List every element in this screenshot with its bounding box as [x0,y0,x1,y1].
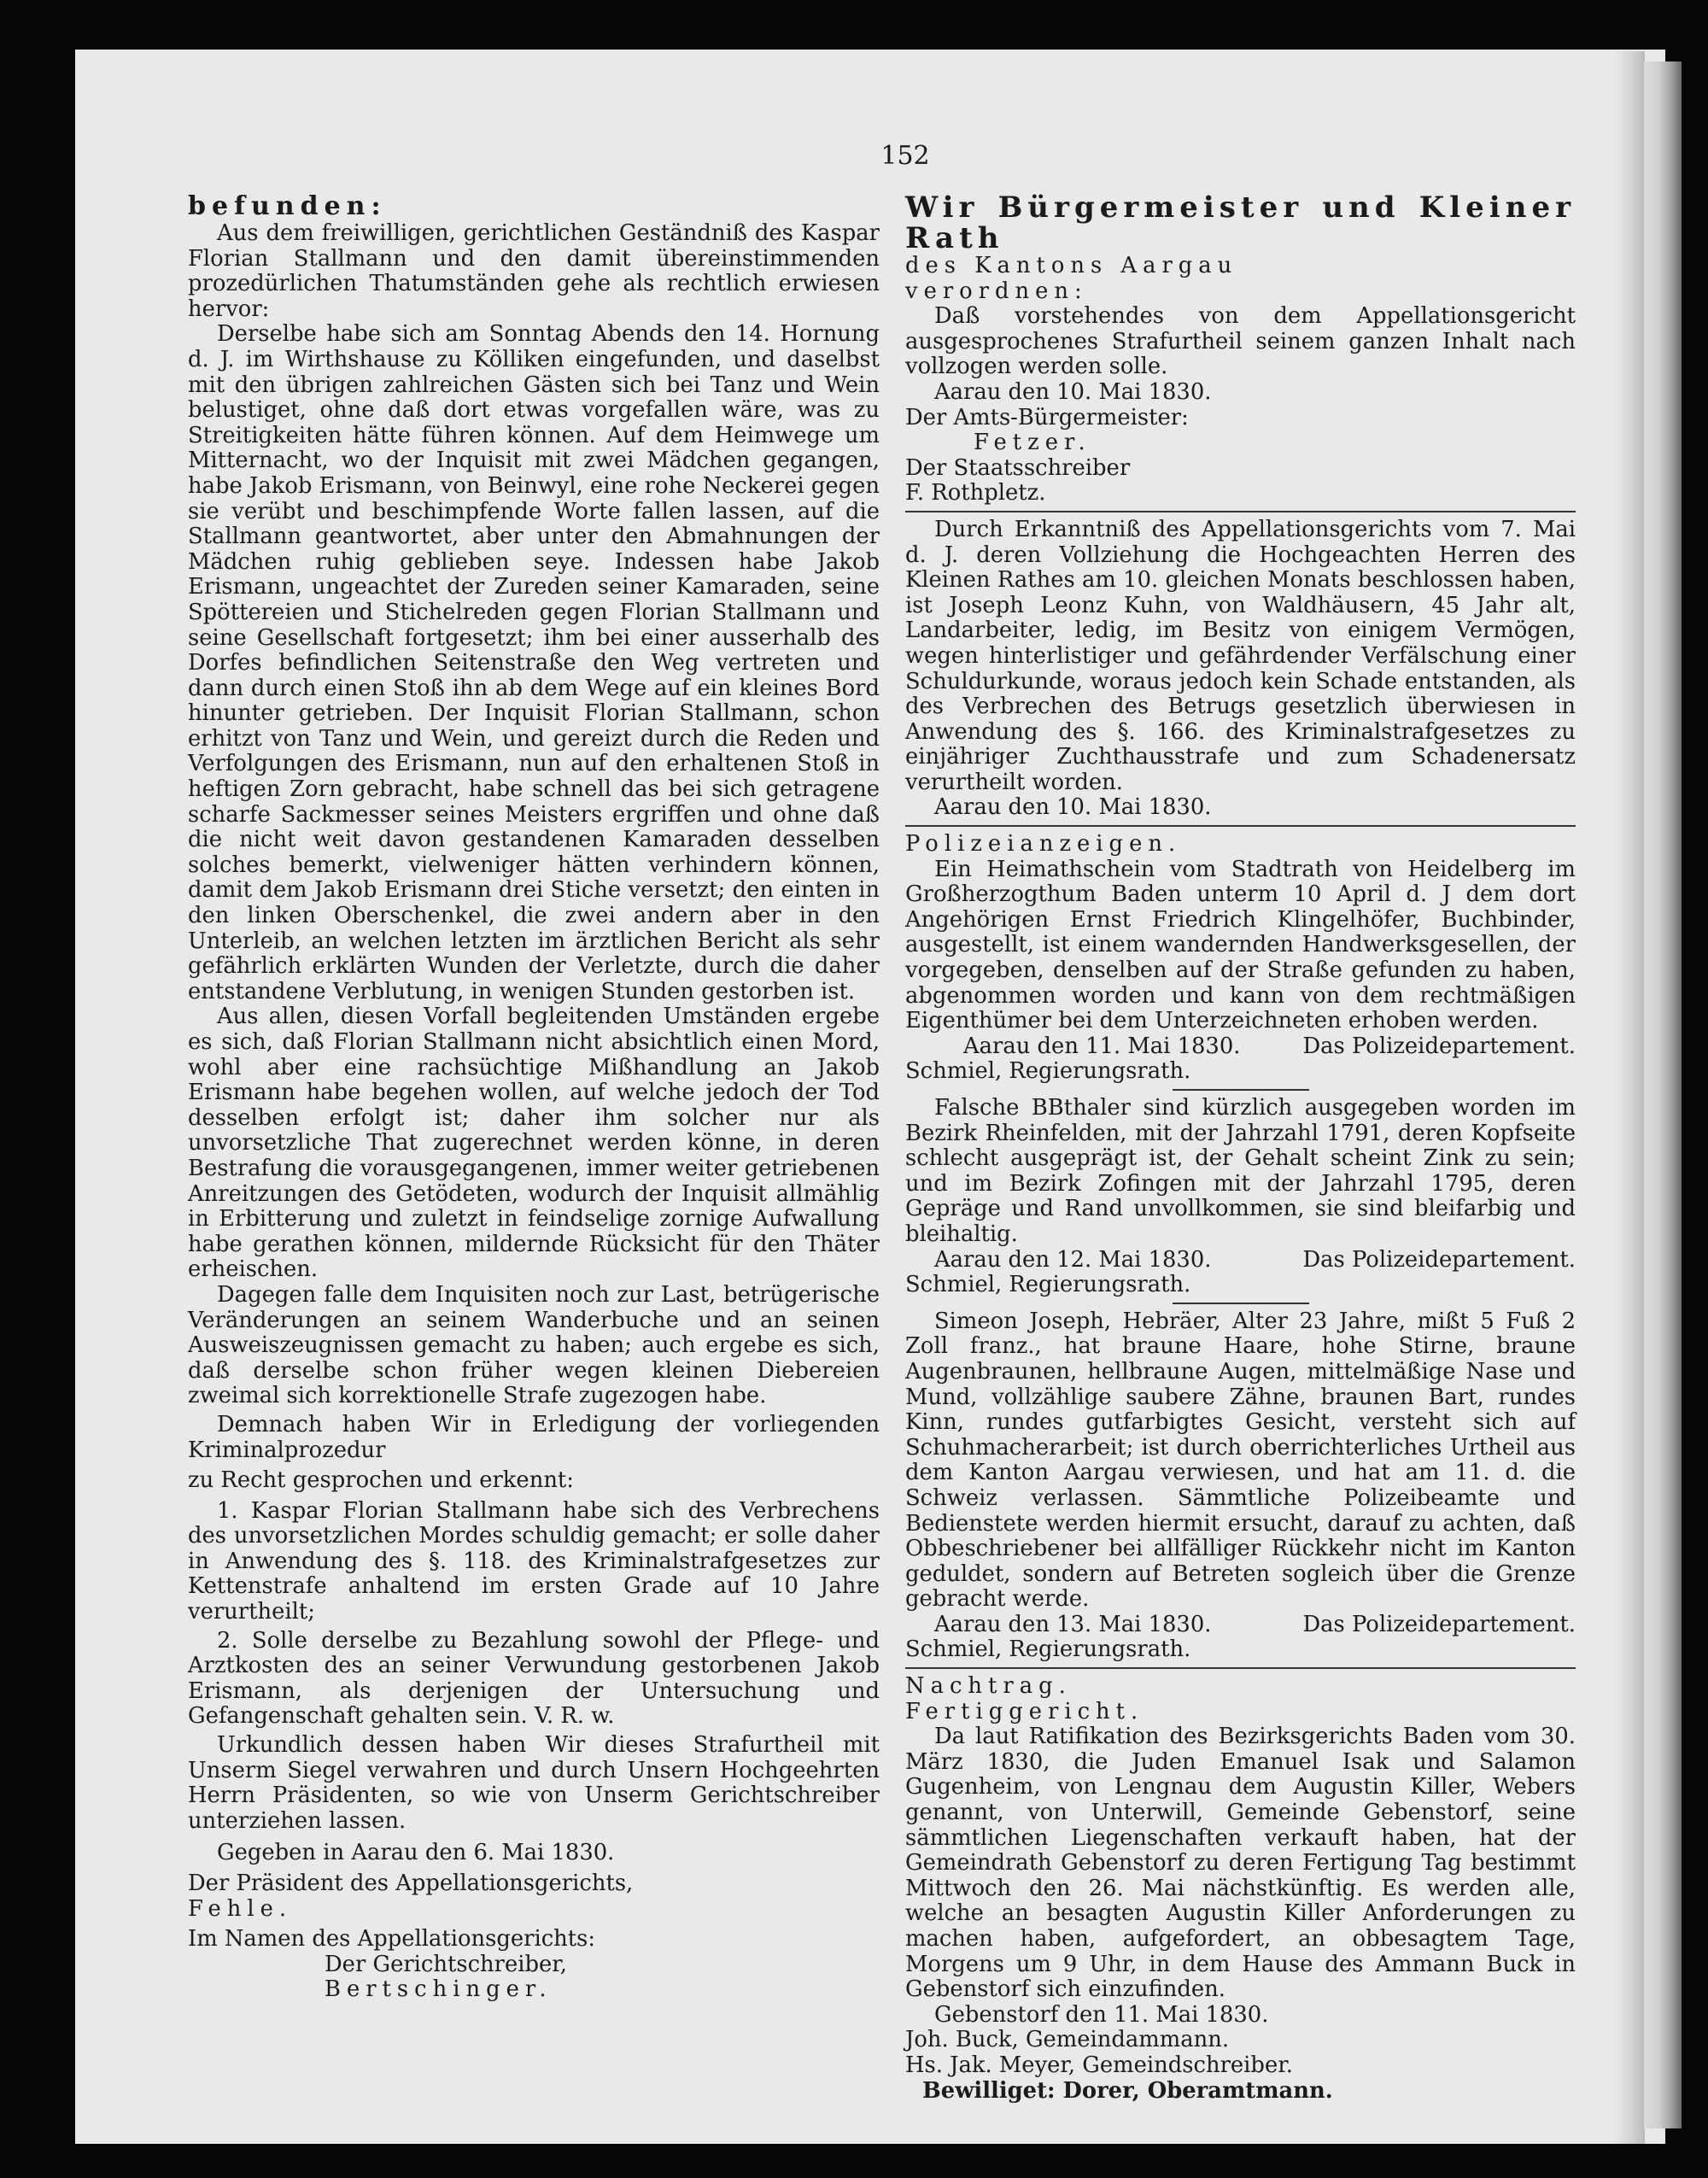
right-signature-5: Joh. Buck, Gemeindammann. [905,2027,1230,2053]
page-gutter-shadow [1614,51,1645,2144]
left-signature-2: Fehle. [188,1895,293,1922]
divider [905,1667,1576,1669]
right-date-2: Aarau den 10. Mai 1830. [934,794,1212,821]
right-paragraph-3: Ein Heimathschein vom Stadtrath von Heidelberg im Großherzogthum Baden unterm 10 April d. J dem dort Angehörigen Ernst Friedrich Klingelhöfer, Buchbinder, ausgestellt, ist einem wandernden Handwerksgesellen, der vorgegeben, denselben auf der Straße gefunden zu haben, abgenommen worden und kann von dem rechtmäßigen Eigenthümer bei dem Unterzeichneten erhoben werden. [905,856,1576,1034]
official-3: Schmiel, Regierungsrath. [905,1636,1191,1663]
left-signature-4: Der Gerichtschreiber, [325,1951,567,1977]
notice-footer-1 [905,1034,1576,1060]
right-signature-1: Der Amts-Bürgermeister: [905,404,1189,430]
police-department-3: Das Polizeidepartement. [1302,1611,1576,1637]
left-signature-5: Bertschinger. [325,1976,553,2003]
verdict-item-1: 1. Kaspar Florian Stallmann habe sich des Verbrechens des unvorsetzlichen Mordes schuldig gemacht; er solle daher in Anwendung des §. 118. des Kriminalstrafgesetzes zur Kettenstrafe anhaltend im ersten Grade auf 10 Jahre verurtheilt; [188,1497,880,1625]
left-paragraph-6: Urkundlich dessen haben Wir dieses Strafurtheil mit Unserm Siegel verwahren und durch Unsern Hochgeehrten Herrn Präsidenten, so wie von Unserm Gerichtschreiber unterziehen lassen. [188,1732,880,1834]
left-paragraph-1: Aus dem freiwilligen, gerichtlichen Geständniß des Kaspar Florian Stallmann und den damit übereinstimmenden prozedürlichen Thatumständen gehe als rechtlich erwiesen hervor: [188,220,880,322]
right-paragraph-5: Simeon Joseph, Hebräer, Alter 23 Jahre, mißt 5 Fuß 2 Zoll franz., hat braune Haare, hohe Stirne, braune Augenbraunen, hellbraune Augen, mittelmäßige Nase und Mund, vollzählige saubere Zähne, braunen Bart, rundes Kinn, rundes gutfarbigtes Gesicht, versteht sich auf Schuhmacherarbeit; ist durch oberrichterliches Urtheil aus dem Kanton Aargau verwiesen, und hat am 11. d. die Schweiz verlassen. Sämmtliche Polizeibeamte und Bedienstete werden hiermit ersucht, darauf zu achten, daß Obbeschriebener bei allfälliger Rückkehr nicht im Kanton geduldet, sondern auf Betreten sogleich über die Grenze gebracht werde. [905,1308,1576,1613]
police-notices-heading: Polizeianzeigen. [905,831,1182,858]
page-number: 152 [880,141,930,171]
right-signature-3: Der Staatsschreiber [905,454,1131,481]
official-2: Schmiel, Regierungsrath. [905,1272,1191,1298]
left-signature-1: Der Präsident des Appellationsgerichts, [188,1871,634,1896]
right-date-5: Aarau den 13. Mai 1830. [934,1611,1212,1637]
right-signature-2: Fetzer. [974,430,1091,456]
divider [905,511,1576,512]
decree-subtitle: des Kantons Aargau [905,253,1238,278]
decree-verb: verordnen: [905,278,1088,304]
addendum-heading: Nachtrag. [905,1673,1072,1700]
right-date-6: Gebenstorf den 11. Mai 1830. [934,2001,1269,2028]
right-paragraph-1: Daß vorstehendes von dem Appellationsgericht ausgesprochenes Strafurtheil seinem ganzen Inhalt nach vollzogen werden solle. [905,303,1576,380]
police-department-1: Das Polizeidepartement. [1302,1033,1576,1059]
right-signature-4: F. Rothpletz. [905,480,1046,506]
left-column [188,192,880,2003]
left-paragraph-2: Derselbe habe sich am Sonntag Abends den 14. Hornung d. J. im Wirthshause zu Kölliken eingefunden, und daselbst mit den übrigen zahlreichen Gästen sich bei Tanz und Wein belustiget, ohne daß dort etwas vorgefallen wäre, was zu Streitigkeiten hätte führen können. Auf dem Heimwege um Mitternacht, wo der Inquisit mit zwei Mädchen gegangen, habe Jakob Erismann, von Beinwyl, eine rohe Neckerei gegen sie verübt und beschimpfende Worte fallen lassen, auf die Stallmann geantwortet, aber unter den Abmahnungen der Mädchen ruhig geblieben seye. Indessen habe Jakob Erismann, ungeachtet der Zureden seiner Kamaraden, seine Spöttereien und Stichelreden gegen Florian Stallmann und seine Gesellschaft fortgesetzt; ihm bei einer ausserhalb des Dorfes befindlichen Seitenstraße den Weg vertreten und dann durch einen Stoß ihn ab dem Wege auf ein kleines Bord hinunter getrieben. Der Inquisit Florian Stallmann, schon erhitzt von Tanz und Wein, und gereizt durch die Reden und Verfolgungen des Erismann, nun auf den erhaltenen Stoß in heftigen Zorn gebracht, habe schnell das bei sich getragene scharfe Sackmesser seines Meisters ergriffen und ohne daß die nicht weit davon gestandenen Kamaraden desselben solches bemerkt, vielweniger hätten verhindern können, damit dem Jakob Erismann drei Stiche versetzt; den einten in den linken Oberschenkel, die zwei andern aber in den Unterleib, an welchen letzten im ärztlichen Bericht als sehr gefährlich erklärten Wunden der Verletzte, durch die daher entstandene Verblutung, in wenigen Stunden gestorben ist. [188,321,880,1004]
right-date-4: Aarau den 12. Mai 1830. [934,1246,1212,1273]
right-paragraph-6: Da laut Ratifikation des Bezirksgerichts Baden vom 30. März 1830, die Juden Emanuel Isak und Salamon Gugenheim, von Lengnau dem Augustin Killer, Webers genannt, von Unterwill, Gemeinde Gebenstorf, seine sämmtlichen Liegenschaften verkauft haben, hat der Gemeindrath Gebenstorf zu deren Fertigung Tag bestimmt Mittwoch den 26. Mai nächstkünftig. Es werden alle, welche an besagten Augustin Killer Anforderungen zu machen haben, aufgefordert, an obbesagtem Tage, Morgens um 9 Uhr, in dem Hause des Ammann Buck in Gebenstorf sich einzufinden. [905,1724,1576,2003]
right-signature-6: Hs. Jak. Meyer, Gemeindschreiber. [905,2052,1293,2078]
verdict-item-2: 2. Solle derselbe zu Bezahlung sowohl der Pflege- und Arztkosten des an seiner Verwundung gestorbenen Jakob Erismann, als derjenigen der Untersuchung und Gefangenschaft gehalten sein. V. R. w. [188,1627,880,1730]
left-heading: befunden: [188,191,387,221]
notice-footer-2 [905,1248,1576,1273]
police-department-2: Das Polizeidepartement. [1302,1246,1576,1273]
divider [1173,1303,1309,1304]
right-paragraph-2: Durch Erkanntniß des Appellationsgerichts vom 7. Mai d. J. deren Vollziehung die Hochgeachten Herren des Kleinen Rathes am 10. gleichen Monats beschlossen haben, ist Joseph Leonz Kuhn, von Waldhäusern, 45 Jahr alt, Landarbeiter, ledig, im Besitz von einigem Vermögen, wegen hinterlistiger und gefährdender Verfälschung einer Schuldurkunde, woraus jedoch kein Schade entstanden, als des Verbrechen des Betrugs gesetzlich überwiesen in Anwendung des §. 166. des Kriminalstrafgesetzes zu einjähriger Zuchthausstrafe und zum Schadenersatz verurtheilt worden. [905,516,1576,795]
court-heading: Fertiggericht. [905,1698,1144,1724]
decree-title: Wir Bürgermeister und Kleiner Rath [905,190,1576,255]
right-signature-7: Bewilliget: Dorer, Oberamtmann. [922,2077,1333,2104]
right-date-1: Aarau den 10. Mai 1830. [934,378,1212,405]
right-column [905,192,1576,2104]
left-paragraph-4: Dagegen falle dem Inquisiten noch zur Last, betrügerische Veränderungen an seinem Wanderbuche und an seinen Ausweiszeugnissen gemacht zu haben; auch ergebe es sich, daß derselbe schon früher wegen kleinen Diebereien zweimal sich korrektionelle Strafe zugezogen habe. [188,1281,880,1409]
divider [1173,1089,1309,1091]
right-date-3: Aarau den 11. Mai 1830. [963,1033,1241,1059]
divider [905,825,1576,827]
left-paragraph-3: Aus allen, diesen Vorfall begleitenden Umständen ergebe es sich, daß Florian Stallmann nicht absichtlich einen Mord, wohl aber eine rachsüchtige Mißhandlung an Jakob Erismann habe begehen wollen, auf welche jedoch der Tod desselben erfolgt ist; daher ihm solcher nur als unvorsetzliche That zugerechnet werden könne, in deren Bestrafung die vorausgegangenen, immer weiter getriebenen Anreitzungen des Getödeten, wodurch der Inquisit allmählig in Erbitterung und zuletzt in feindselige zornige Aufwallung habe gerathen können, mildernde Rücksicht für den Thäter erheischen. [188,1004,880,1283]
official-1: Schmiel, Regierungsrath. [905,1058,1191,1085]
next-page-edge [1644,61,1682,2128]
left-date: Gegeben in Aarau den 6. Mai 1830. [217,1840,615,1866]
right-paragraph-4: Falsche BBthaler sind kürzlich ausgegeben worden im Bezirk Rheinfelden, mit der Jahrzahl 1791, deren Kopfseite schlecht ausgeprägt ist, der Gehalt scheint Zink zu sein; und im Bezirk Zofingen mit der Jahrzahl 1795, deren Gepräge und Rand unvollkommen, sie sind bleifarbig und bleihaltig. [905,1095,1576,1247]
verdict-heading: zu Recht gesprochen und erkennt: [188,1467,574,1494]
left-paragraph-5: Demnach haben Wir in Erledigung der vorliegenden Kriminalprozedur [188,1411,880,1463]
left-signature-3: Im Namen des Appellationsgerichts: [188,1926,596,1953]
notice-footer-3 [905,1613,1576,1638]
